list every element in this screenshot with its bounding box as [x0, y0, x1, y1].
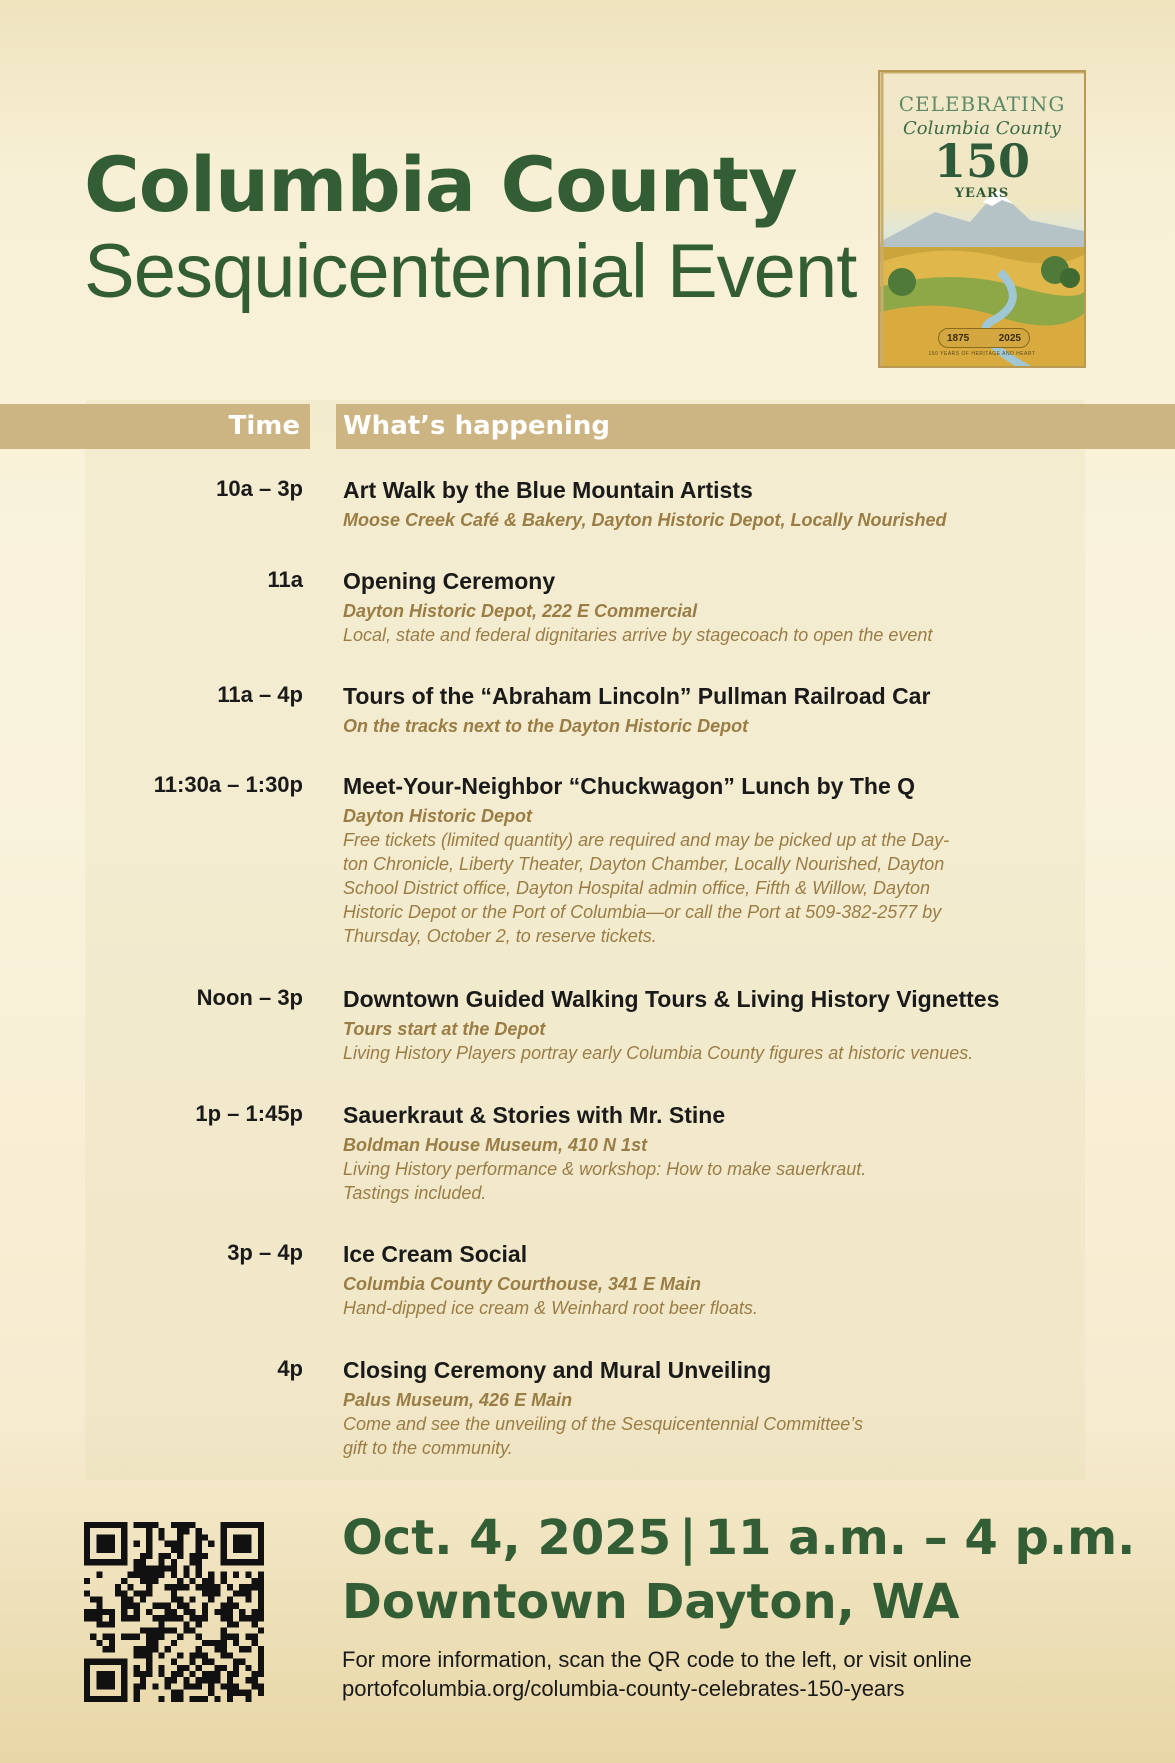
what-header-bar: [336, 404, 1175, 449]
event-time: 11:30a – 1:30p: [153, 772, 303, 797]
event-details: [343, 985, 1123, 1065]
time-header-bar: [0, 404, 310, 449]
event-description: School District office, Dayton Hospital admin office, Fifth & Willow, Dayton: [343, 878, 931, 898]
event-details: [343, 1101, 1123, 1205]
date-separator: |: [679, 1510, 697, 1566]
poster-year-start: 1875: [947, 332, 970, 344]
event-description: Historic Depot or the Port of Columbia—or call the Port at 509-382-2577 by: [343, 902, 942, 922]
poster-landscape-illustration: [880, 72, 1086, 368]
event-details: [343, 682, 1123, 738]
what-column-header: What’s happening: [343, 411, 611, 441]
event-description: gift to the community.: [343, 1438, 513, 1458]
event-description: Come and see the unveiling of the Sesquicentennial Committee’s: [343, 1414, 863, 1434]
event-details: [343, 567, 1123, 647]
event-time: 11a – 4p: [217, 682, 303, 707]
event-location: Tours start at the Depot: [343, 1019, 546, 1039]
event-hours: 11 a.m. – 4 p.m.: [704, 1510, 1136, 1566]
event-details: [343, 1240, 1123, 1320]
event-details: [343, 772, 1123, 948]
event-title: Art Walk by the Blue Mountain Artists: [343, 477, 753, 503]
more-info-text: [342, 1645, 972, 1703]
event-description: Free tickets (limited quantity) are required and may be picked up at the Day-: [343, 830, 950, 850]
poster-150-text: 150: [933, 134, 1031, 188]
poster-footer-text: 150 YEARS OF HERITAGE AND HEART: [928, 351, 1036, 357]
event-poster-image: [878, 70, 1086, 368]
event-title: Ice Cream Social: [343, 1241, 528, 1267]
event-location: Dayton Historic Depot: [343, 806, 533, 826]
event-time: Noon – 3p: [196, 985, 303, 1010]
poster-year-badge: [938, 328, 1030, 348]
time-column-header: Time: [228, 411, 300, 441]
event-time: 3p – 4p: [227, 1240, 303, 1265]
event-time: 10a – 3p: [216, 476, 303, 501]
event-location: Columbia County Courthouse, 341 E Main: [343, 1274, 702, 1294]
poster-county-text: Columbia County: [903, 118, 1061, 139]
event-date-line: [342, 1510, 1135, 1566]
event-title: Tours of the “Abraham Lincoln” Pullman Railroad Car: [343, 683, 931, 709]
event-time: 1p – 1:45p: [195, 1101, 303, 1126]
qr-code-icon: [84, 1522, 264, 1702]
event-description: Living History performance & workshop: How to make sauerkraut.: [343, 1159, 867, 1179]
more-info-line: For more information, scan the QR code to the left, or visit online: [342, 1647, 972, 1672]
event-date: Oct. 4, 2025: [342, 1510, 672, 1566]
page-subtitle: Sesquicentennial Event: [84, 229, 857, 314]
event-time: 4p: [277, 1356, 303, 1381]
event-title: Opening Ceremony: [343, 568, 556, 594]
event-location-line: Downtown Dayton, WA: [342, 1574, 960, 1630]
event-description: Tastings included.: [343, 1183, 487, 1203]
event-description: ton Chronicle, Liberty Theater, Dayton Chamber, Locally Nourished, Dayton: [343, 854, 945, 874]
event-details: [343, 1356, 1123, 1460]
event-details: [343, 476, 1123, 532]
event-location: On the tracks next to the Dayton Historic Depot: [343, 716, 749, 736]
event-description: Hand-dipped ice cream & Weinhard root beer floats.: [343, 1298, 758, 1318]
event-description: Local, state and federal dignitaries arrive by stagecoach to open the event: [343, 625, 933, 645]
event-title: Sauerkraut & Stories with Mr. Stine: [343, 1102, 726, 1128]
event-time: 11a: [267, 567, 303, 592]
more-info-url[interactable]: portofcolumbia.org/columbia-county-celebrates-150-years: [342, 1676, 905, 1701]
qr-code[interactable]: [84, 1522, 264, 1707]
event-location: Boldman House Museum, 410 N 1st: [343, 1135, 648, 1155]
event-location: Moose Creek Café & Bakery, Dayton Historic Depot, Locally Nourished: [343, 510, 947, 530]
event-location: Dayton Historic Depot, 222 E Commercial: [343, 601, 698, 621]
event-location: Palus Museum, 426 E Main: [343, 1390, 573, 1410]
poster-year-end: 2025: [998, 332, 1021, 344]
event-title: Closing Ceremony and Mural Unveiling: [343, 1357, 772, 1383]
poster-years-text: YEARS: [954, 186, 1010, 201]
poster-celebrating-text: CELEBRATING: [898, 92, 1066, 116]
event-description: Thursday, October 2, to reserve tickets.: [343, 926, 657, 946]
event-title: Downtown Guided Walking Tours & Living History Vignettes: [343, 986, 1000, 1012]
event-title: Meet-Your-Neighbor “Chuckwagon” Lunch by The Q: [343, 773, 916, 799]
page-title: Columbia County: [84, 140, 797, 229]
event-description: Living History Players portray early Columbia County figures at historic venues.: [343, 1043, 974, 1063]
